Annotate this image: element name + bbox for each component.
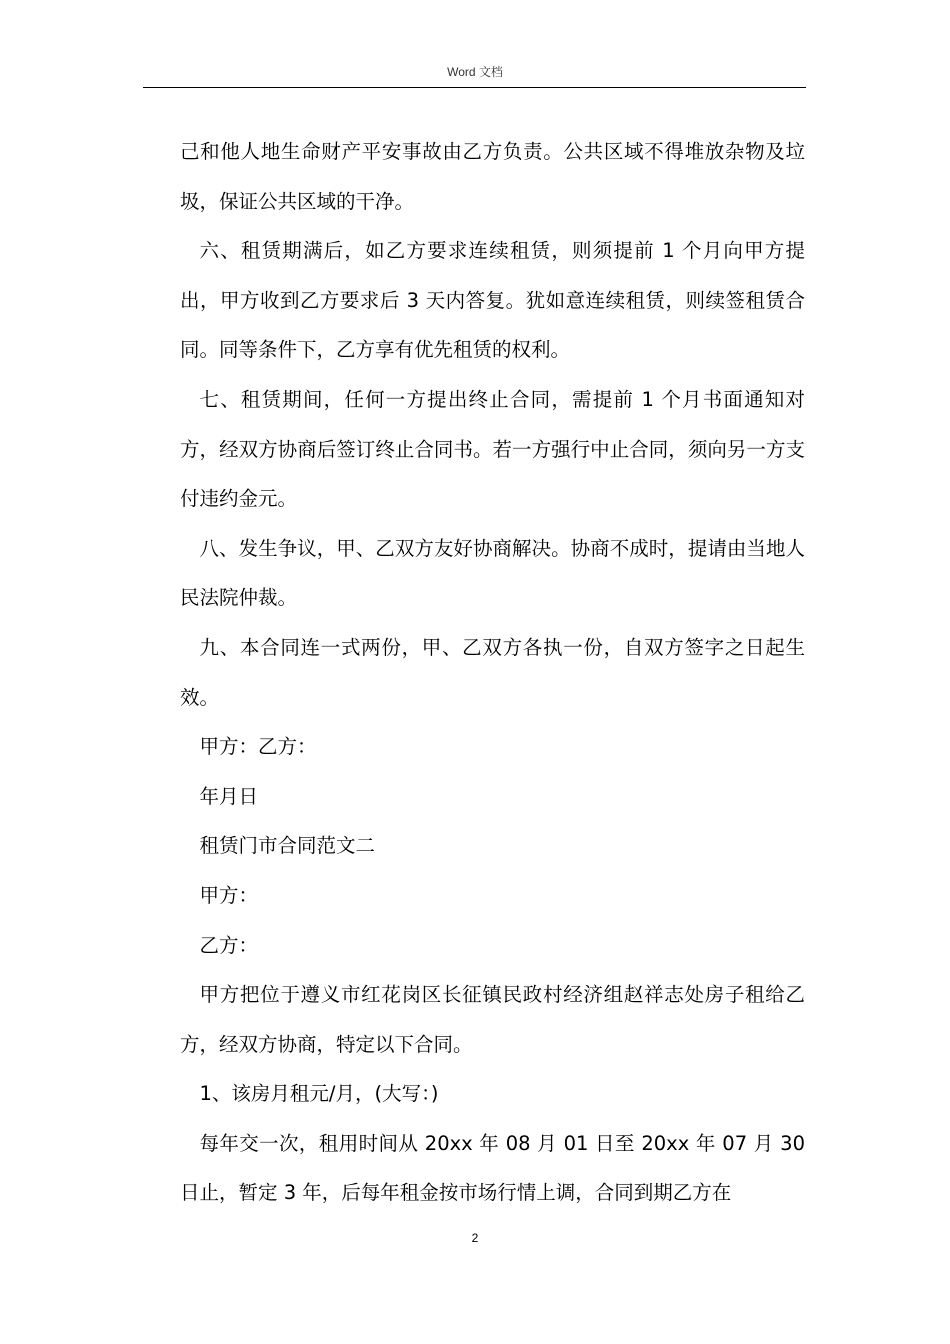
paragraph: 九、本合同连一式两份，甲、乙双方各执一份，自双方签字之日起生效。	[180, 635, 805, 709]
paragraph: 1、该房月租元/月，(大写：)	[199, 1082, 439, 1106]
paragraph: 六、租赁期满后，如乙方要求连续租赁，则须提前 1 个月向甲方提出，甲方收到乙方要求后 3 天内答复。犹如意连续租赁，则续签租赁合同。同等条件下，乙方享有优先租赁的权利。	[180, 239, 805, 362]
page-number: 2	[471, 1231, 479, 1245]
paragraph: 每年交一次，租用时间从 20xx 年 08 月 01 日至 20xx 年 07 月 30 日止，暂定 3 年，后每年租金按市场行情上调，合同到期乙方在	[180, 1131, 805, 1205]
section-title: 租赁门市合同范文二	[199, 834, 376, 858]
paragraph: 甲方把位于遵义市红花岗区长征镇民政村经济组赵祥志处房子租给乙方，经双方协商，特定以下合同。	[180, 983, 805, 1056]
paragraph: 年月日	[199, 784, 259, 808]
paragraph: 乙方：	[199, 933, 259, 957]
paragraph: 甲方：乙方：	[199, 735, 317, 759]
paragraph: 甲方：	[199, 883, 259, 907]
page-header: Word 文档	[447, 65, 503, 79]
document-body	[180, 127, 805, 1218]
paragraph: 七、租赁期间，任何一方提出终止合同，需提前 1 个月书面通知对方，经双方协商后签订终止合同书。若一方强行中止合同，须向另一方支付违约金元。	[180, 387, 805, 511]
paragraph: 己和他人地生命财产平安事故由乙方负责。公共区域不得堆放杂物及垃圾，保证公共区域的干净。	[180, 140, 805, 213]
header-rule	[143, 87, 806, 88]
paragraph: 八、发生争议，甲、乙双方友好协商解决。协商不成时，提请由当地人民法院仲裁。	[180, 536, 805, 610]
